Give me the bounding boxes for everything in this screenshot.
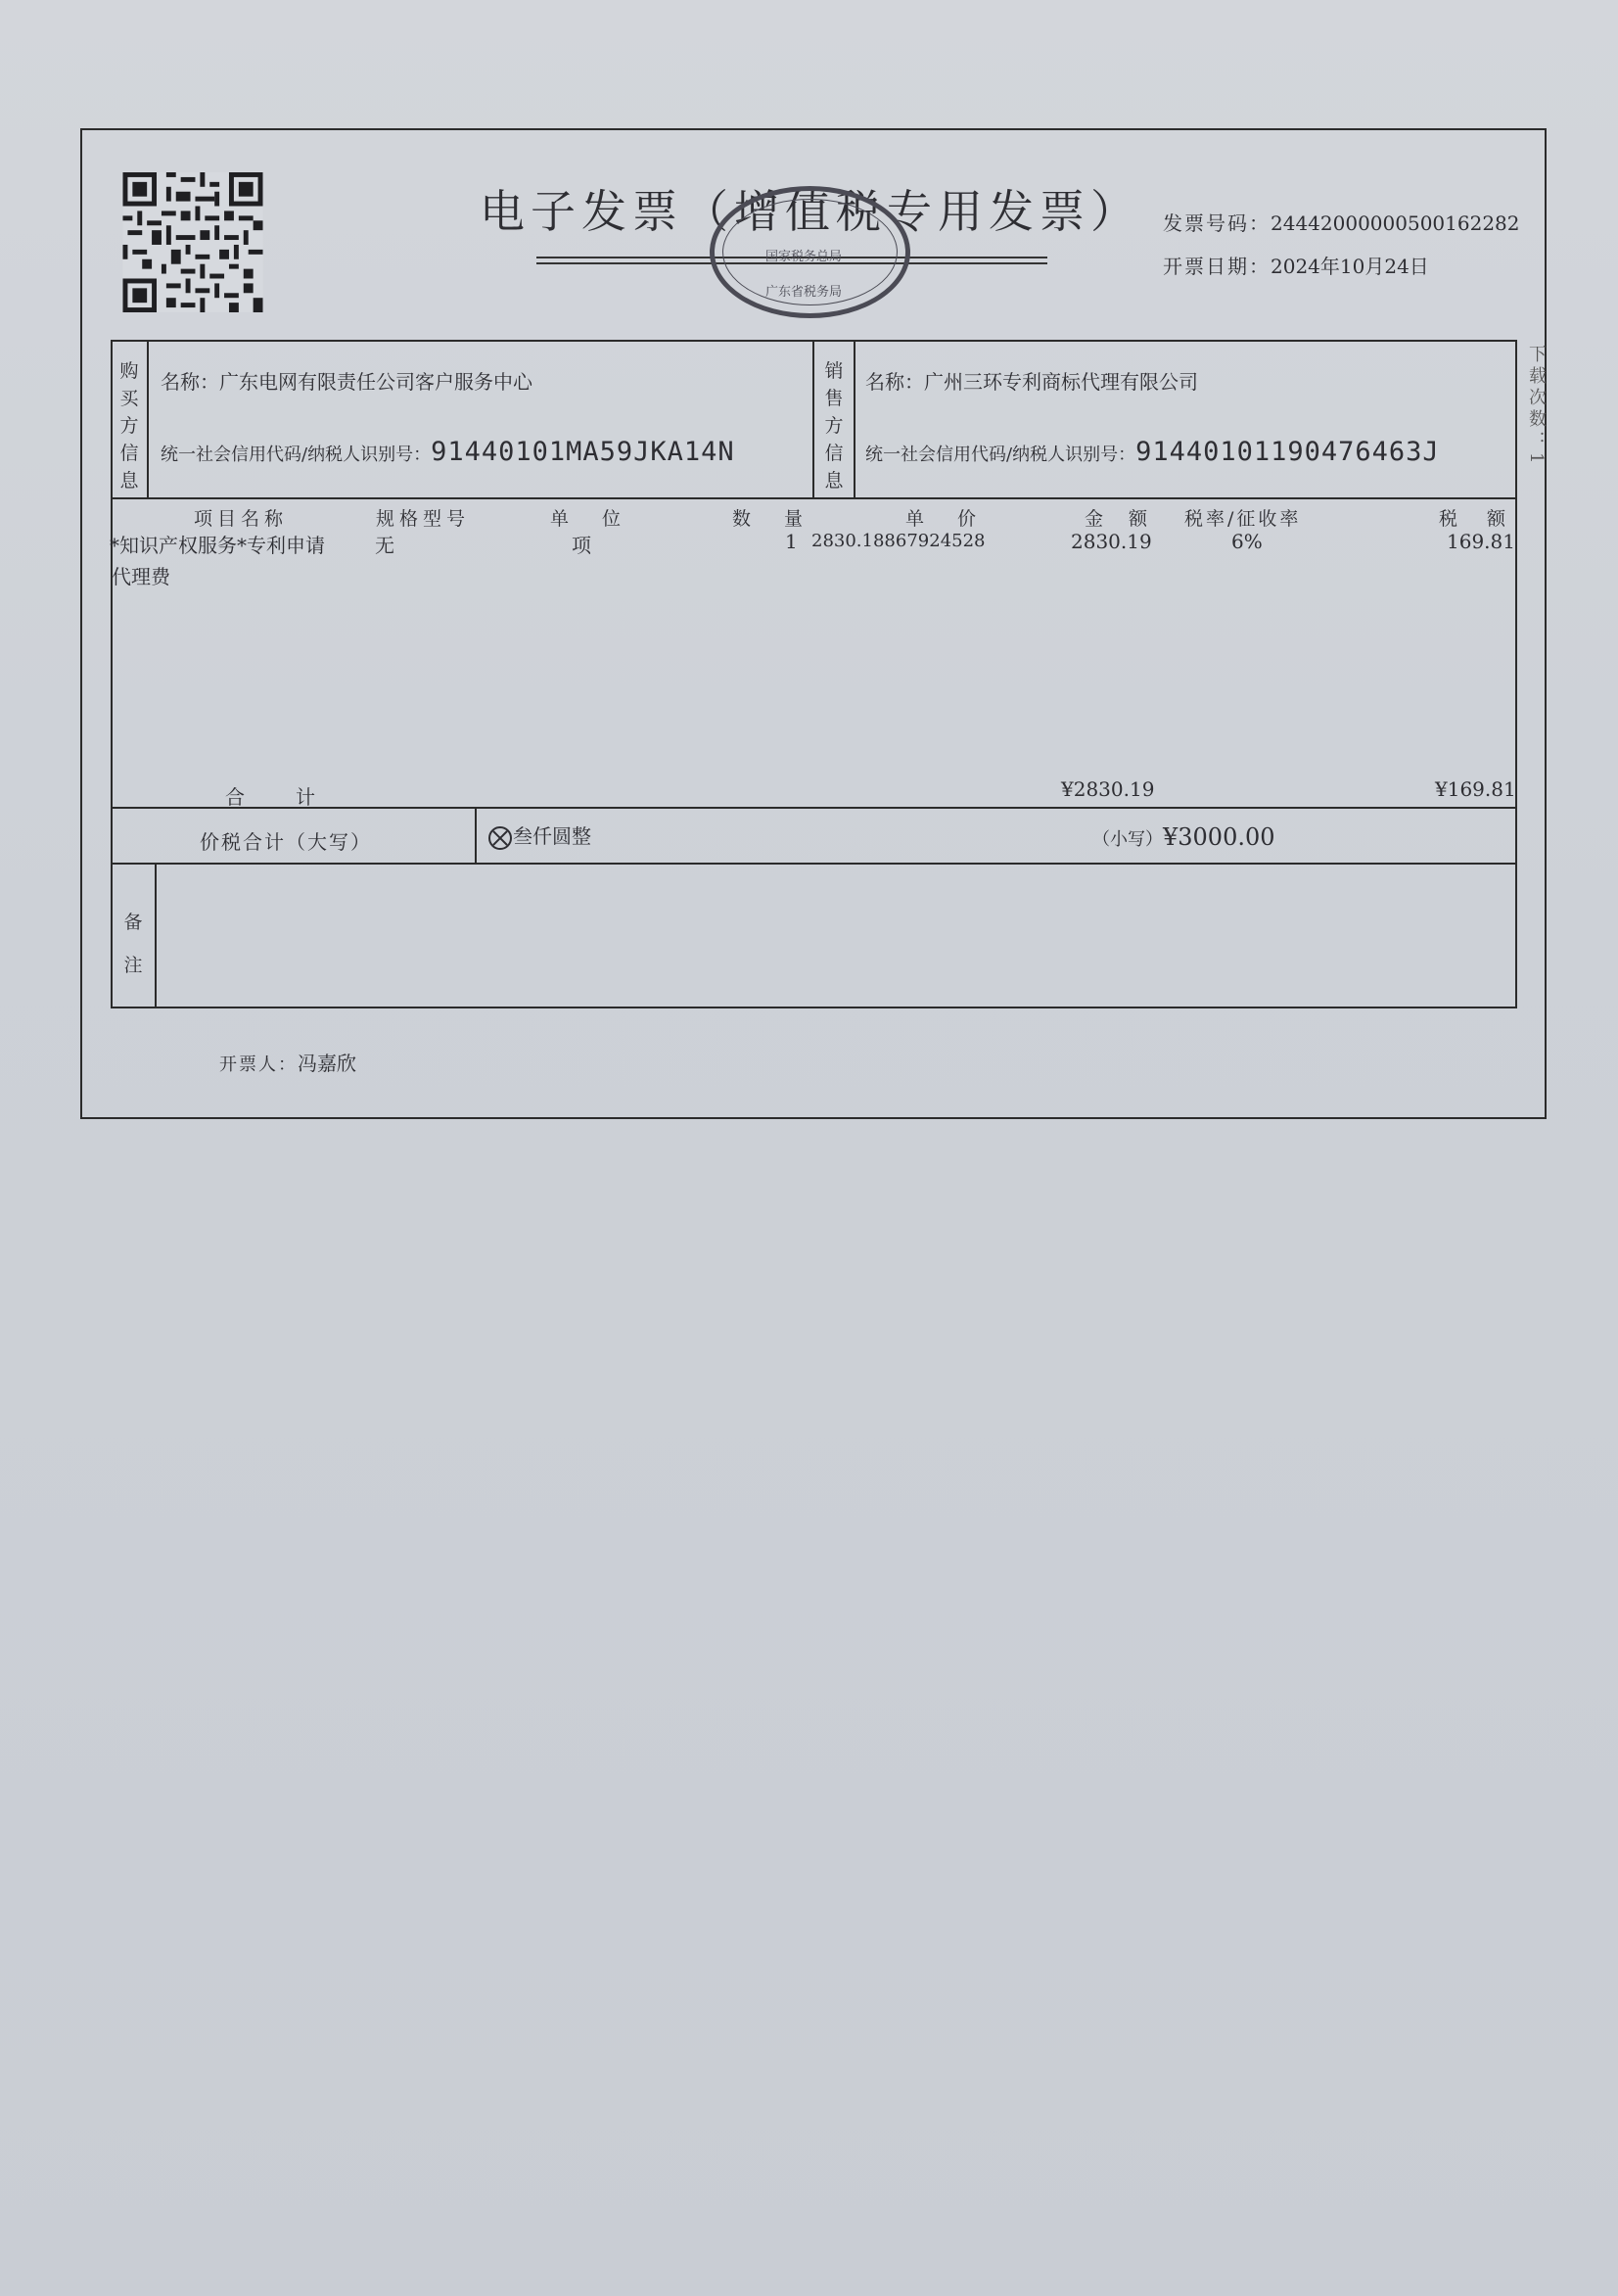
seller-name: 广州三环专利商标代理有限公司 [924,370,1198,394]
issuer-label: 开票人： [219,1054,298,1075]
item-spec: 无 [375,534,394,557]
remarks-label [121,901,145,987]
grand-total-lower: ¥3000.00 [1163,823,1275,851]
grand-total-upper-row [487,820,591,851]
buyer-side-label [117,357,141,494]
invoice-date: 2024年10月24日 [1271,255,1429,278]
issuer-row [219,1048,356,1076]
remarks-char: 注 [123,955,143,976]
table-bottom-border [111,1007,1517,1008]
seller-side-char: 息 [824,470,844,492]
header-item-name: 项目名称 [194,508,289,530]
grand-total-bottom-border [111,863,1517,865]
remarks-char: 备 [123,912,143,933]
seller-side-char: 售 [824,388,844,409]
item-price: 2830.18867924528 [811,531,986,551]
seller-tax-id: 914401011904764​63J [1135,437,1440,467]
buyer-name-label: 名称： [161,370,219,394]
item-name-line2: 代理费 [112,565,170,588]
grand-total-upper-label: 价税合计（大写） [200,830,372,854]
total-amount: ¥2830.19 [1061,777,1155,801]
buyer-side-char: 息 [119,470,139,492]
header-price: 单 价 [905,508,991,530]
seller-side-char: 信 [824,443,844,464]
seller-tax-id-row [865,437,1440,467]
official-seal [710,186,910,318]
remarks-divider [155,863,157,1008]
table-right-border [1515,340,1517,1008]
buyer-name-row [161,366,532,395]
header-qty: 数 量 [732,508,817,530]
item-tax: 169.81 [1447,530,1515,553]
table-left-border [111,340,113,1008]
buyer-side-char: 买 [119,388,139,409]
buyer-tax-id: 91440101MA59JKA14N [431,437,735,467]
total-bottom-border [111,807,1517,809]
item-amount: 2830.19 [1071,530,1152,553]
seal-text-bottom: 广东省税务局 [765,285,843,300]
header-tax: 税 额 [1439,508,1518,530]
invoice-date-label: 开票日期： [1163,255,1271,278]
seller-label-divider [854,340,855,497]
download-count: 下载次数：1 [1526,345,1547,468]
qr-code [121,172,264,312]
header-unit: 单 位 [550,508,635,530]
total-label: 合 计 [225,785,319,809]
header-spec: 规格型号 [376,508,471,530]
buyer-name: 广东电网有限责任公司客户服务中心 [219,370,532,394]
buyer-tax-id-label: 统一社会信用代码/纳税人识别号： [161,445,432,465]
seller-side-label [822,357,846,494]
seal-text-top: 国家税务总局 [765,250,843,264]
item-unit: 项 [572,534,591,557]
seller-side-char: 销 [824,360,844,382]
invoice-number: 24442000000500162282 [1271,211,1520,235]
item-name-line1: *知识产权服务*专利申请 [110,534,325,557]
grand-total-lower-label: （小写） [1092,829,1163,850]
invoice-title: 电子发票（增值税专用发票） [480,185,1141,238]
seller-side-char: 方 [824,415,844,437]
invoice-number-label: 发票号码： [1163,211,1271,235]
seller-name-label: 名称： [865,370,924,394]
grand-total-upper: 叁仟圆整 [513,824,591,848]
header-amount: 金 额 [1085,508,1158,530]
item-qty: 1 [785,530,798,553]
buyer-side-char: 方 [119,415,139,437]
total-tax: ¥169.81 [1435,777,1516,801]
buyer-label-divider [147,340,149,497]
issuer-name: 冯嘉欣 [298,1052,356,1075]
header-rate: 税率/征收率 [1184,508,1302,530]
seller-tax-id-label: 统一社会信用代码/纳税人识别号： [865,445,1136,465]
grand-total-divider [475,807,477,863]
invoice-date-row [1163,251,1429,279]
invoice-number-row [1163,208,1520,236]
buyer-tax-id-row [161,437,735,467]
buyer-side-char: 信 [119,443,139,464]
party-bottom-border [111,497,1517,499]
seller-name-row [865,366,1198,395]
party-divider [812,340,814,497]
circle-cross-icon [487,825,513,851]
buyer-side-char: 购 [119,360,139,382]
grand-total-lower-row [1092,823,1275,851]
item-rate: 6% [1231,530,1263,553]
